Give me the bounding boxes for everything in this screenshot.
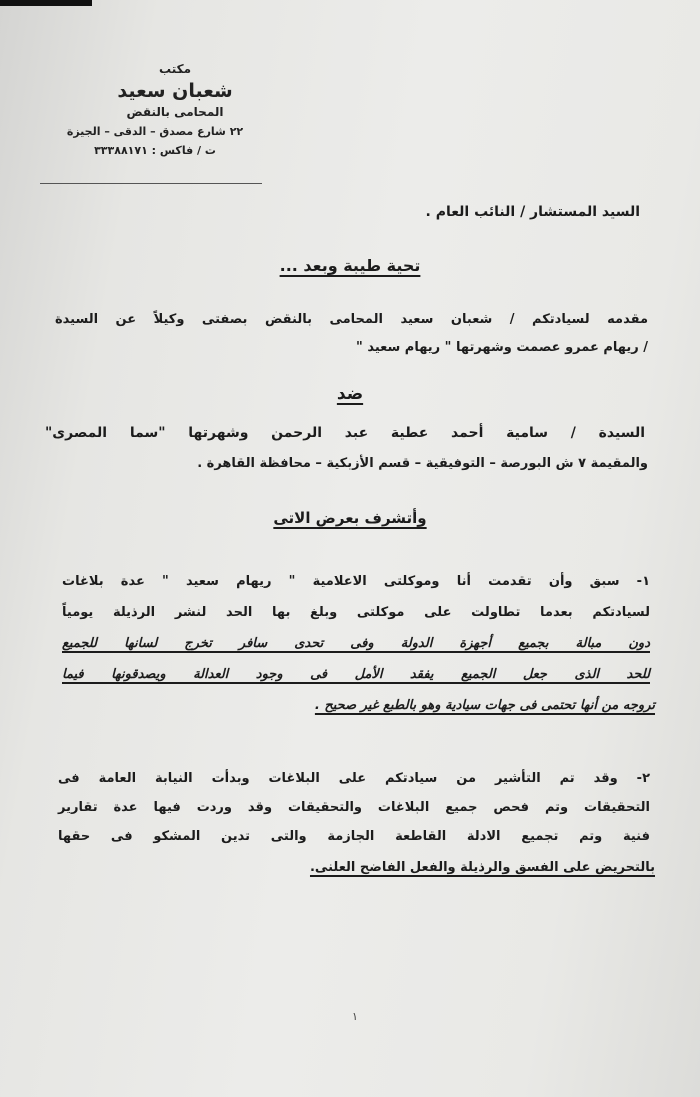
para2-line-4: بالتحريض على الفسق والرذيلة والفعل الفاضح العلنى.	[309, 860, 655, 875]
intro-line-1: مقدمه لسيادتكم / شعبان سعيد المحامى بالنقض بصفتى وكيلاً عن السيدة	[55, 312, 648, 327]
against-heading: ضد	[336, 384, 364, 404]
para2-line-3: فنية وتم تجميع الادلة القاطعة الجازمة والتى تدين المشكو فى حقها	[58, 829, 650, 844]
para1-line-2: لسيادتكم بعدما تطاولت على موكلتى وبلغ بها الحد لنشر الرذيلة يومياً	[62, 605, 650, 620]
greeting: تحية طيبة وبعد ...	[279, 256, 421, 275]
letterhead-name: شعبان سعيد	[117, 80, 233, 102]
letterhead-phone: ت / فاكس : ٣٣٣٨٨١٧١	[94, 144, 216, 157]
para1-line-4: للحد الذى جعل الجميع يفقد الأمل فى وجود العدالة ويصدقونها فيما	[62, 667, 650, 682]
para1-line-5: تروجه من أنها تحتمى فى جهات سيادية وهو بالطبع غير صحيح .	[314, 698, 655, 713]
letterhead-office: مكتب	[158, 62, 191, 76]
scan-edge-mark	[0, 0, 92, 6]
addressee: السيد المستشار / النائب العام .	[425, 204, 640, 220]
intro-line-2: / ريهام عمرو عصمت وشهرتها " ريهام سعيد "	[356, 340, 648, 355]
para2-line-2: التحقيقات وتم فحص جميع البلاغات والتحقيقات وقد وردت فيها عدة تقارير	[58, 800, 650, 815]
letterhead-title: المحامى بالنقض	[126, 105, 224, 119]
subheading: وأتشرف بعرض الاتى	[273, 509, 427, 527]
letterhead-divider	[40, 183, 262, 184]
para1-line-1: ١- سبق وأن تقدمت أنا وموكلتى الاعلامية " ريهام سعيد " عدة بلاغات	[62, 574, 650, 589]
page-number: ١	[352, 1010, 358, 1023]
defendant-line-1: السيدة / سامية أحمد عطية عبد الرحمن وشهرتها "سما المصرى"	[45, 425, 645, 441]
letterhead	[40, 60, 270, 160]
letterhead-address: ٢٢ شارع مصدق – الدقى – الجيزة	[66, 125, 244, 138]
para1-line-3: دون مبالة بجميع أجهزة الدولة وفى تحدى سافر تخرج لسانها للجميع	[62, 636, 650, 651]
defendant-line-2: والمقيمة ٧ ش البورصة – التوفيقية – قسم الأزبكية – محافظة القاهرة .	[197, 456, 648, 471]
para2-line-1: ٢- وقد تم التأشير من سيادتكم على البلاغات وبدأت النيابة العامة فى	[58, 771, 650, 786]
